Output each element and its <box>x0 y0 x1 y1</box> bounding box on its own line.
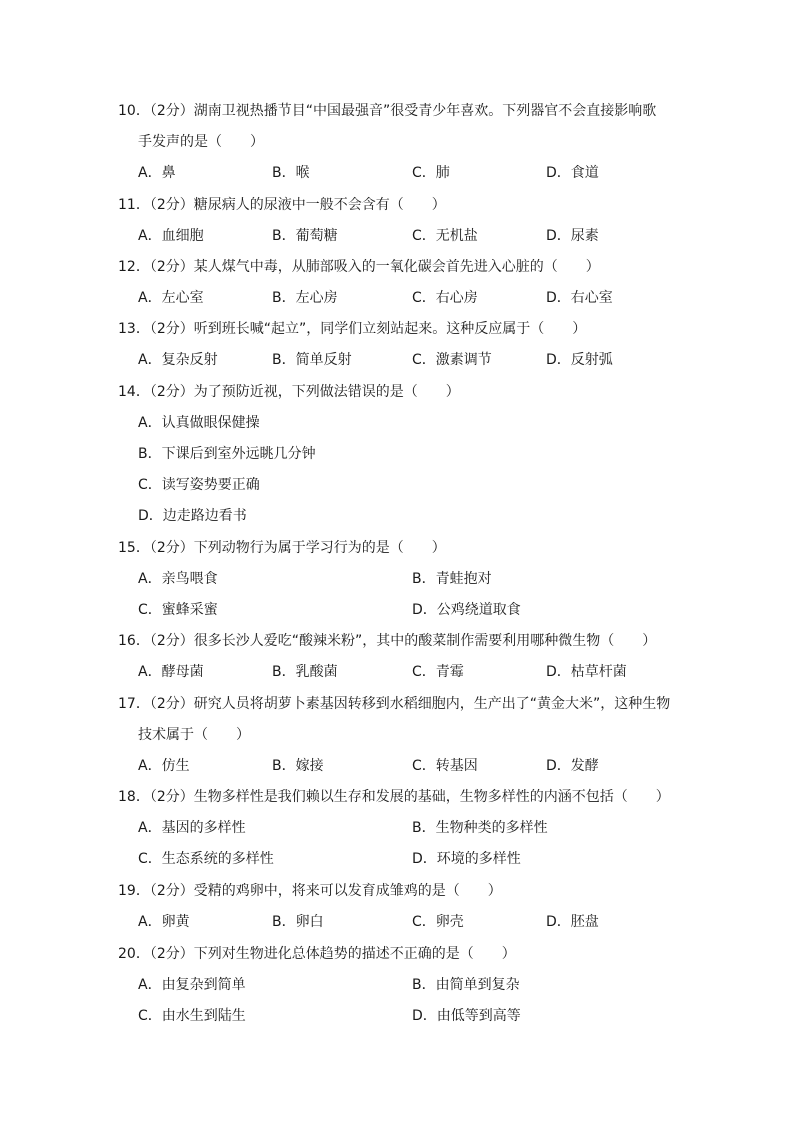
option-d: D．食道 <box>546 165 599 181</box>
option-d: D．发酵 <box>546 758 599 774</box>
option-c: C．由水生到陆生 <box>138 1008 246 1024</box>
option-c: C．蜜蜂采蜜 <box>138 602 218 618</box>
options-row <box>118 595 678 626</box>
option-a: A．酵母菌 <box>138 664 204 680</box>
option-a: A．卵黄 <box>138 914 190 930</box>
option-a: A．仿生 <box>138 758 190 774</box>
option-a: A．左心室 <box>138 290 204 306</box>
question-15 <box>118 533 678 626</box>
options-row <box>118 844 678 875</box>
options-row <box>118 813 678 844</box>
question-20 <box>118 939 678 1032</box>
option-d: D．公鸡绕道取食 <box>412 602 521 618</box>
option-a: A．血细胞 <box>138 228 204 244</box>
options-row <box>118 221 678 252</box>
question-stem: 16．（2分）很多长沙人爱吃“酸辣米粉”，其中的酸菜制作需要利用哪种微生物（ ） <box>118 633 657 649</box>
option-c: C．激素调节 <box>412 352 492 368</box>
option-b: B．青蛙抱对 <box>412 571 492 587</box>
question-stem: 18．（2分）生物多样性是我们赖以生存和发展的基础，生物多样性的内涵不包括（ ） <box>118 789 670 805</box>
option-d: D．边走路边看书 <box>138 508 247 524</box>
option-b: B．喉 <box>272 165 310 181</box>
option-c: C．卵壳 <box>412 914 464 930</box>
option-b: B．由简单到复杂 <box>412 977 520 993</box>
option-a: A．认真做眼保健操 <box>138 415 260 431</box>
option-b: B．乳酸菌 <box>272 664 338 680</box>
option-c: C．读写姿势要正确 <box>138 477 260 493</box>
question-stem: 15．（2分）下列动物行为属于学习行为的是（ ） <box>118 540 446 556</box>
question-18 <box>118 782 678 875</box>
options-row <box>118 657 678 688</box>
question-19 <box>118 876 678 938</box>
option-b: B．简单反射 <box>272 352 352 368</box>
option-b: B．生物种类的多样性 <box>412 820 548 836</box>
question-14 <box>118 377 678 532</box>
option-b: B．下课后到室外远眺几分钟 <box>138 446 316 462</box>
option-a: A．亲鸟喂食 <box>138 571 218 587</box>
option-c: C．无机盐 <box>412 228 478 244</box>
question-stem-continued: 手发声的是（ ） <box>138 134 264 150</box>
options-row <box>118 158 678 189</box>
question-stem: 14．（2分）为了预防近视，下列做法错误的是（ ） <box>118 384 460 400</box>
option-a: A．基因的多样性 <box>138 820 246 836</box>
options-row <box>118 970 678 1001</box>
option-c: C．青霉 <box>412 664 464 680</box>
question-stem: 19．（2分）受精的鸡卵中，将来可以发育成雏鸡的是（ ） <box>118 883 502 899</box>
question-10 <box>118 96 678 189</box>
question-12 <box>118 252 678 314</box>
options-row <box>118 1001 678 1032</box>
option-c: C．右心房 <box>412 290 478 306</box>
option-a: A．鼻 <box>138 165 176 181</box>
option-d: D．尿素 <box>546 228 599 244</box>
question-17 <box>118 689 678 782</box>
option-c: C．转基因 <box>412 758 478 774</box>
question-stem: 12．（2分）某人煤气中毒，从肺部吸入的一氧化碳会首先进入心脏的（ ） <box>118 259 600 275</box>
question-11 <box>118 190 678 252</box>
option-c: C．肺 <box>412 165 450 181</box>
options-row <box>118 283 678 314</box>
option-a: A．由复杂到简单 <box>138 977 246 993</box>
option-d: D．右心室 <box>546 290 613 306</box>
option-d: D．胚盘 <box>546 914 599 930</box>
options-row <box>118 564 678 595</box>
question-stem: 11．（2分）糖尿病人的尿液中一般不会含有（ ） <box>118 197 446 213</box>
option-d: D．枯草杆菌 <box>546 664 627 680</box>
question-stem-continued: 技术属于（ ） <box>138 727 250 743</box>
options-row <box>118 907 678 938</box>
option-b: B．卵白 <box>272 914 324 930</box>
options-row <box>118 751 678 782</box>
question-stem: 17．（2分）研究人员将胡萝卜素基因转移到水稻细胞内，生产出了“黄金大米”，这种生物 <box>118 696 671 712</box>
option-d: D．环境的多样性 <box>412 851 521 867</box>
option-c: C．生态系统的多样性 <box>138 851 274 867</box>
question-13 <box>118 314 678 376</box>
question-stem: 10．（2分）湖南卫视热播节目“中国最强音”很受青少年喜欢。下列器官不会直接影响歌 <box>118 103 657 119</box>
question-stem: 20．（2分）下列对生物进化总体趋势的描述不正确的是（ ） <box>118 946 516 962</box>
option-b: B．左心房 <box>272 290 338 306</box>
option-d: D．反射弧 <box>546 352 613 368</box>
options-row <box>118 345 678 376</box>
option-b: B．嫁接 <box>272 758 324 774</box>
option-b: B．葡萄糖 <box>272 228 338 244</box>
question-stem: 13．（2分）听到班长喊“起立”，同学们立刻站起来。这种反应属于（ ） <box>118 321 587 337</box>
option-a: A．复杂反射 <box>138 352 218 368</box>
option-d: D．由低等到高等 <box>412 1008 521 1024</box>
question-16 <box>118 626 678 688</box>
